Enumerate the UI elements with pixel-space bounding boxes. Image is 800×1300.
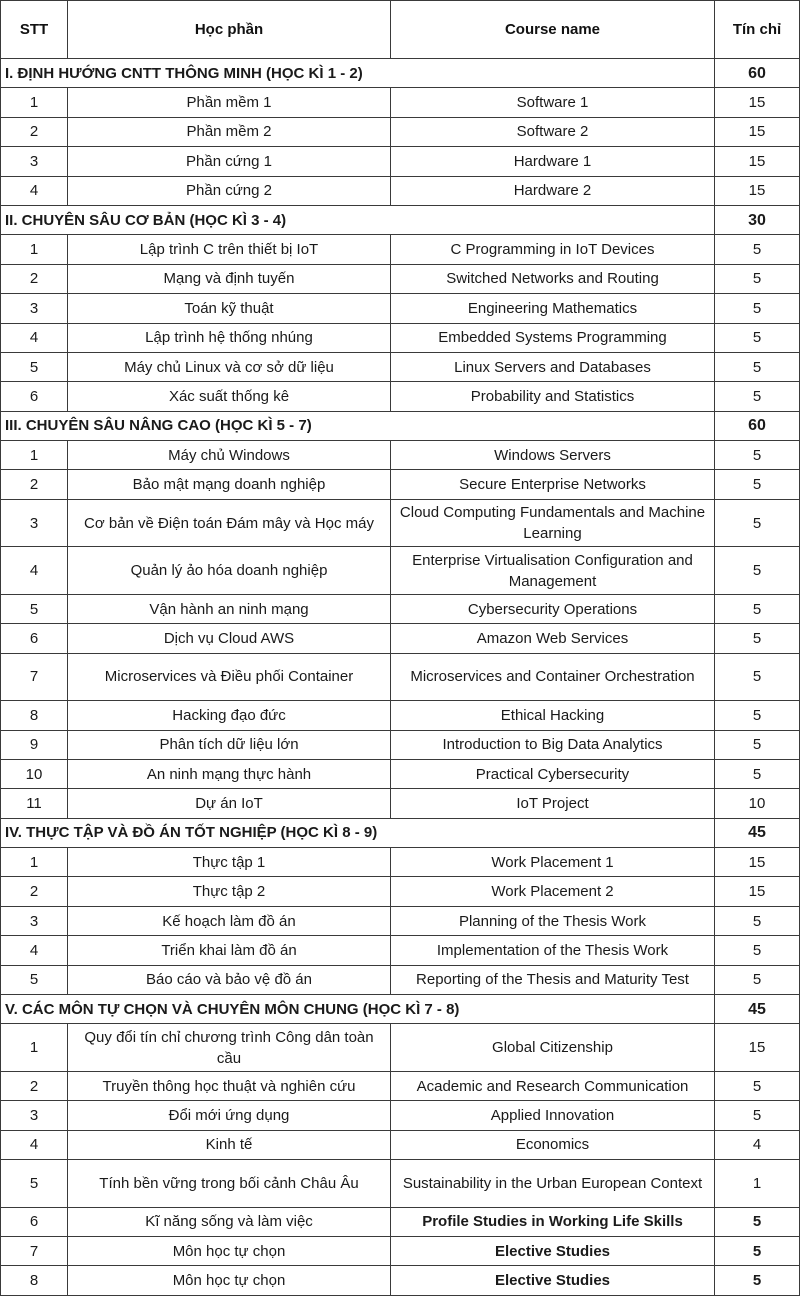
section-total-credits: 60 xyxy=(715,59,800,88)
course-hoc-phan: Dịch vụ Cloud AWS xyxy=(68,624,391,653)
course-row xyxy=(1,1266,800,1295)
course-credits: 15 xyxy=(715,1024,800,1072)
course-stt: 10 xyxy=(1,759,68,788)
course-row xyxy=(1,1130,800,1159)
course-name: Hardware 2 xyxy=(391,176,715,205)
course-credits: 5 xyxy=(715,1266,800,1295)
course-name: Amazon Web Services xyxy=(391,624,715,653)
course-name: Linux Servers and Databases xyxy=(391,352,715,381)
course-credits: 4 xyxy=(715,1130,800,1159)
course-stt: 7 xyxy=(1,653,68,701)
course-row xyxy=(1,382,800,411)
course-hoc-phan: Bảo mật mạng doanh nghiệp xyxy=(68,470,391,499)
course-name: Cloud Computing Fundamentals and Machine Learning xyxy=(391,499,715,547)
course-name: IoT Project xyxy=(391,789,715,818)
header-course-name: Course name xyxy=(391,1,715,59)
course-name: Sustainability in the Urban European Context xyxy=(391,1160,715,1208)
course-row xyxy=(1,294,800,323)
course-credits: 5 xyxy=(715,730,800,759)
course-name: Economics xyxy=(391,1130,715,1159)
course-name: Embedded Systems Programming xyxy=(391,323,715,352)
course-stt: 4 xyxy=(1,323,68,352)
course-name: Enterprise Virtualisation Configuration and Management xyxy=(391,547,715,595)
section-total-credits: 60 xyxy=(715,411,800,440)
course-hoc-phan: Quy đổi tín chỉ chương trình Công dân toàn cầu xyxy=(68,1024,391,1072)
course-hoc-phan: Kế hoạch làm đồ án xyxy=(68,906,391,935)
course-stt: 2 xyxy=(1,117,68,146)
course-row xyxy=(1,323,800,352)
course-name: Hardware 1 xyxy=(391,147,715,176)
course-stt: 7 xyxy=(1,1237,68,1266)
course-hoc-phan: Đổi mới ứng dụng xyxy=(68,1101,391,1130)
course-hoc-phan: Toán kỹ thuật xyxy=(68,294,391,323)
course-stt: 8 xyxy=(1,701,68,730)
course-hoc-phan: Dự án IoT xyxy=(68,789,391,818)
course-stt: 3 xyxy=(1,294,68,323)
course-stt: 6 xyxy=(1,1207,68,1236)
course-row xyxy=(1,470,800,499)
course-hoc-phan: Quản lý ảo hóa doanh nghiệp xyxy=(68,547,391,595)
section-header-row xyxy=(1,205,800,234)
course-row xyxy=(1,653,800,701)
course-credits: 5 xyxy=(715,965,800,994)
course-name: Work Placement 2 xyxy=(391,877,715,906)
course-stt: 2 xyxy=(1,264,68,293)
course-stt: 1 xyxy=(1,441,68,470)
course-row xyxy=(1,906,800,935)
course-row xyxy=(1,441,800,470)
course-hoc-phan: Phần cứng 2 xyxy=(68,176,391,205)
course-credits: 5 xyxy=(715,701,800,730)
course-credits: 5 xyxy=(715,294,800,323)
course-credits: 5 xyxy=(715,264,800,293)
course-credits: 10 xyxy=(715,789,800,818)
course-row xyxy=(1,789,800,818)
course-row xyxy=(1,499,800,547)
course-hoc-phan: Hacking đạo đức xyxy=(68,701,391,730)
course-credits: 15 xyxy=(715,176,800,205)
course-name: Work Placement 1 xyxy=(391,848,715,877)
course-hoc-phan: Vận hành an ninh mạng xyxy=(68,594,391,623)
course-hoc-phan: Máy chủ Windows xyxy=(68,441,391,470)
course-name: Global Citizenship xyxy=(391,1024,715,1072)
course-stt: 8 xyxy=(1,1266,68,1295)
section-title: II. CHUYÊN SÂU CƠ BẢN (HỌC KÌ 3 - 4) xyxy=(1,205,715,234)
course-name: Microservices and Container Orchestration xyxy=(391,653,715,701)
course-credits: 5 xyxy=(715,936,800,965)
section-header-row xyxy=(1,59,800,88)
table-body xyxy=(1,59,800,1296)
course-credits: 5 xyxy=(715,499,800,547)
course-stt: 4 xyxy=(1,547,68,595)
course-hoc-phan: Cơ bản về Điện toán Đám mây và Học máy xyxy=(68,499,391,547)
course-name: Academic and Research Communication xyxy=(391,1071,715,1100)
course-name: Ethical Hacking xyxy=(391,701,715,730)
course-name: Probability and Statistics xyxy=(391,382,715,411)
course-name: Elective Studies xyxy=(391,1266,715,1295)
course-name: Elective Studies xyxy=(391,1237,715,1266)
course-name: Practical Cybersecurity xyxy=(391,759,715,788)
course-row xyxy=(1,965,800,994)
course-row xyxy=(1,759,800,788)
course-row xyxy=(1,1160,800,1208)
course-row xyxy=(1,624,800,653)
course-credits: 15 xyxy=(715,877,800,906)
course-stt: 1 xyxy=(1,848,68,877)
course-credits: 5 xyxy=(715,1207,800,1236)
course-credits: 5 xyxy=(715,235,800,264)
section-total-credits: 45 xyxy=(715,995,800,1024)
course-name: Software 2 xyxy=(391,117,715,146)
course-hoc-phan: Tính bền vững trong bối cảnh Châu Âu xyxy=(68,1160,391,1208)
course-row xyxy=(1,88,800,117)
course-credits: 15 xyxy=(715,147,800,176)
course-name: Planning of the Thesis Work xyxy=(391,906,715,935)
course-row xyxy=(1,1101,800,1130)
course-hoc-phan: Lập trình hệ thống nhúng xyxy=(68,323,391,352)
course-row xyxy=(1,848,800,877)
section-header-row xyxy=(1,995,800,1024)
course-stt: 4 xyxy=(1,936,68,965)
course-hoc-phan: Phần mềm 1 xyxy=(68,88,391,117)
course-credits: 5 xyxy=(715,470,800,499)
course-name: Reporting of the Thesis and Maturity Test xyxy=(391,965,715,994)
course-hoc-phan: Kĩ năng sống và làm việc xyxy=(68,1207,391,1236)
course-hoc-phan: An ninh mạng thực hành xyxy=(68,759,391,788)
course-credits: 15 xyxy=(715,848,800,877)
section-title: V. CÁC MÔN TỰ CHỌN VÀ CHUYÊN MÔN CHUNG (HỌC KÌ 7 - 8) xyxy=(1,995,715,1024)
course-credits: 5 xyxy=(715,323,800,352)
course-row xyxy=(1,701,800,730)
course-name: Cybersecurity Operations xyxy=(391,594,715,623)
course-hoc-phan: Truyền thông học thuật và nghiên cứu xyxy=(68,1071,391,1100)
course-stt: 3 xyxy=(1,499,68,547)
header-stt: STT xyxy=(1,1,68,59)
course-hoc-phan: Microservices và Điều phối Container xyxy=(68,653,391,701)
course-name: Applied Innovation xyxy=(391,1101,715,1130)
course-row xyxy=(1,352,800,381)
course-stt: 4 xyxy=(1,176,68,205)
section-title: I. ĐỊNH HƯỚNG CNTT THÔNG MINH (HỌC KÌ 1 - 2) xyxy=(1,59,715,88)
course-row xyxy=(1,117,800,146)
course-credits: 5 xyxy=(715,759,800,788)
course-hoc-phan: Máy chủ Linux và cơ sở dữ liệu xyxy=(68,352,391,381)
course-stt: 1 xyxy=(1,1024,68,1072)
course-hoc-phan: Môn học tự chọn xyxy=(68,1237,391,1266)
course-credits: 5 xyxy=(715,547,800,595)
course-name: Implementation of the Thesis Work xyxy=(391,936,715,965)
course-stt: 2 xyxy=(1,470,68,499)
course-row xyxy=(1,594,800,623)
section-total-credits: 45 xyxy=(715,818,800,847)
course-name: Secure Enterprise Networks xyxy=(391,470,715,499)
course-stt: 6 xyxy=(1,624,68,653)
course-stt: 1 xyxy=(1,88,68,117)
course-row xyxy=(1,730,800,759)
course-stt: 2 xyxy=(1,1071,68,1100)
course-row xyxy=(1,1024,800,1072)
course-row xyxy=(1,1237,800,1266)
course-stt: 9 xyxy=(1,730,68,759)
course-credits: 5 xyxy=(715,594,800,623)
course-stt: 2 xyxy=(1,877,68,906)
course-stt: 5 xyxy=(1,965,68,994)
course-row xyxy=(1,547,800,595)
table-header xyxy=(1,1,800,59)
course-stt: 4 xyxy=(1,1130,68,1159)
course-credits: 5 xyxy=(715,624,800,653)
course-hoc-phan: Môn học tự chọn xyxy=(68,1266,391,1295)
course-stt: 3 xyxy=(1,147,68,176)
course-credits: 15 xyxy=(715,88,800,117)
course-hoc-phan: Lập trình C trên thiết bị IoT xyxy=(68,235,391,264)
course-row xyxy=(1,235,800,264)
course-stt: 3 xyxy=(1,906,68,935)
course-stt: 6 xyxy=(1,382,68,411)
course-hoc-phan: Triển khai làm đồ án xyxy=(68,936,391,965)
course-stt: 5 xyxy=(1,1160,68,1208)
course-credits: 5 xyxy=(715,352,800,381)
course-credits: 5 xyxy=(715,382,800,411)
course-hoc-phan: Xác suất thống kê xyxy=(68,382,391,411)
course-hoc-phan: Kinh tế xyxy=(68,1130,391,1159)
course-stt: 5 xyxy=(1,594,68,623)
course-credits: 5 xyxy=(715,1071,800,1100)
course-name: Software 1 xyxy=(391,88,715,117)
course-name: Windows Servers xyxy=(391,441,715,470)
section-total-credits: 30 xyxy=(715,205,800,234)
course-stt: 11 xyxy=(1,789,68,818)
section-header-row xyxy=(1,818,800,847)
course-hoc-phan: Phần cứng 1 xyxy=(68,147,391,176)
section-title: IV. THỰC TẬP VÀ ĐỒ ÁN TỐT NGHIỆP (HỌC KÌ 8 - 9) xyxy=(1,818,715,847)
course-hoc-phan: Thực tập 1 xyxy=(68,848,391,877)
section-header-row xyxy=(1,411,800,440)
course-credits: 5 xyxy=(715,1237,800,1266)
course-credits: 5 xyxy=(715,653,800,701)
course-name: Profile Studies in Working Life Skills xyxy=(391,1207,715,1236)
course-credits: 15 xyxy=(715,117,800,146)
course-row xyxy=(1,877,800,906)
course-name: Introduction to Big Data Analytics xyxy=(391,730,715,759)
course-hoc-phan: Phân tích dữ liệu lớn xyxy=(68,730,391,759)
course-hoc-phan: Mạng và định tuyến xyxy=(68,264,391,293)
course-row xyxy=(1,1071,800,1100)
course-stt: 1 xyxy=(1,235,68,264)
header-hoc-phan: Học phần xyxy=(68,1,391,59)
header-tin-chi: Tín chỉ xyxy=(715,1,800,59)
course-stt: 3 xyxy=(1,1101,68,1130)
course-hoc-phan: Báo cáo và bảo vệ đồ án xyxy=(68,965,391,994)
course-credits: 5 xyxy=(715,1101,800,1130)
course-row xyxy=(1,264,800,293)
course-row xyxy=(1,147,800,176)
section-title: III. CHUYÊN SÂU NÂNG CAO (HỌC KÌ 5 - 7) xyxy=(1,411,715,440)
course-credits: 5 xyxy=(715,906,800,935)
header-row xyxy=(1,1,800,59)
course-row xyxy=(1,936,800,965)
course-credits: 1 xyxy=(715,1160,800,1208)
course-credits: 5 xyxy=(715,441,800,470)
course-row xyxy=(1,1207,800,1236)
course-name: Engineering Mathematics xyxy=(391,294,715,323)
course-stt: 5 xyxy=(1,352,68,381)
course-hoc-phan: Thực tập 2 xyxy=(68,877,391,906)
course-name: C Programming in IoT Devices xyxy=(391,235,715,264)
course-row xyxy=(1,176,800,205)
course-hoc-phan: Phần mềm 2 xyxy=(68,117,391,146)
course-name: Switched Networks and Routing xyxy=(391,264,715,293)
